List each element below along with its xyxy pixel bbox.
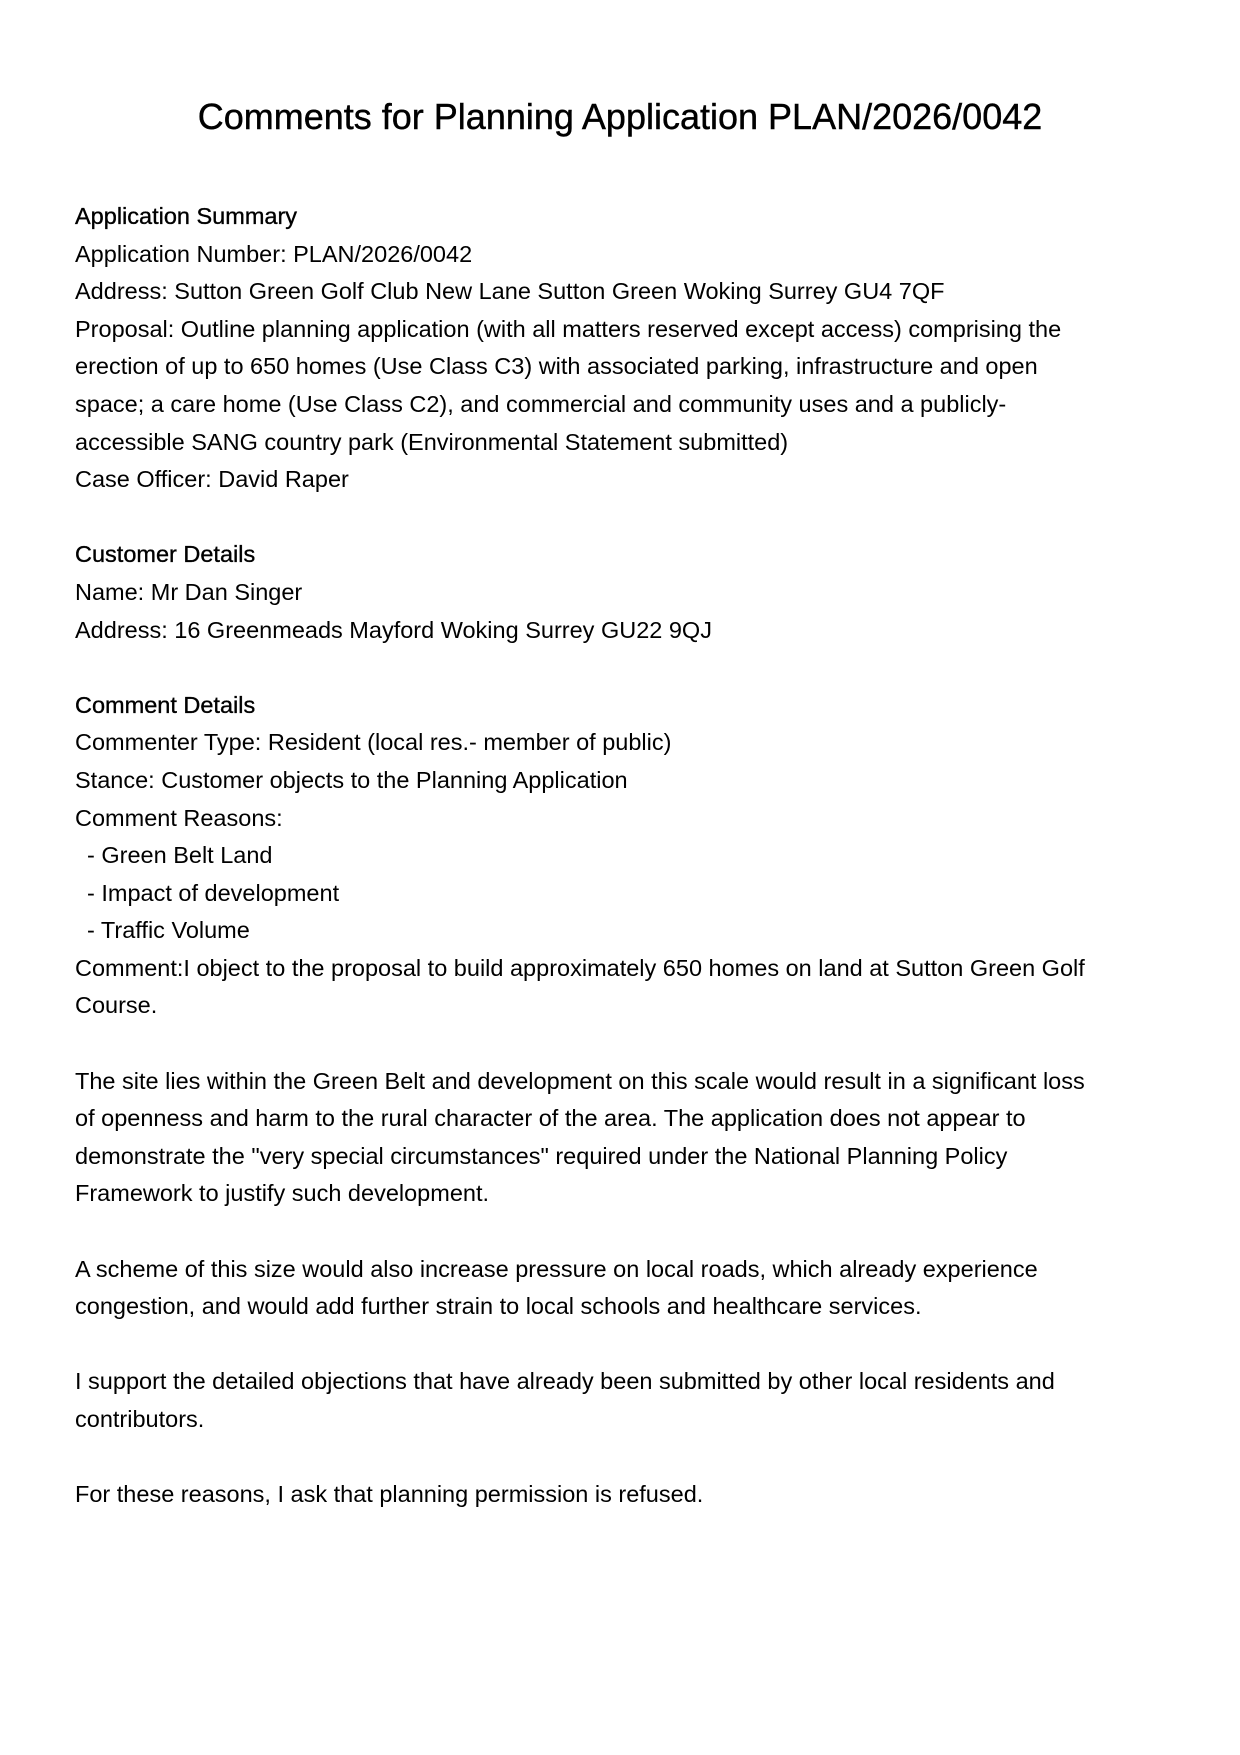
comment-reason-item: - Green Belt Land [87, 842, 273, 869]
comment-paragraph-line: A scheme of this size would also increase pressure on local roads, which already experience [75, 1255, 1038, 1282]
comment-text-line: Comment:I object to the proposal to build approximately 650 homes on land at Sutton Green Golf [75, 954, 1085, 981]
case-officer: Case Officer: David Raper [75, 466, 349, 493]
stance: Stance: Customer objects to the Planning Application [75, 766, 628, 793]
customer-address: Address: 16 Greenmeads Mayford Woking Surrey GU22 9QJ [75, 616, 712, 643]
customer-details-section [75, 536, 1175, 649]
page-title: Comments for Planning Application PLAN/2026/0042 [197, 96, 1043, 137]
spacer [75, 649, 1175, 687]
comment-reason-item: - Impact of development [87, 879, 340, 906]
document-body [75, 198, 1175, 1514]
customer-name: Name: Mr Dan Singer [75, 578, 303, 605]
comment-paragraph-line: For these reasons, I ask that planning permission is refused. [75, 1481, 704, 1508]
application-summary-heading: Application Summary [75, 203, 298, 229]
comment-reason-item: - Traffic Volume [87, 917, 250, 944]
comment-paragraph-line: of openness and harm to the rural character of the area. The application does not appear to [75, 1105, 1026, 1132]
spacer [75, 1025, 1175, 1063]
customer-details-heading: Customer Details [75, 541, 256, 568]
proposal-line: erection of up to 650 homes (Use Class C3) with associated parking, infrastructure and open [75, 353, 1038, 380]
comment-paragraph-line: I support the detailed objections that have already been submitted by other local residents and [75, 1368, 1055, 1395]
comment-paragraph-line: The site lies within the Green Belt and development on this scale would result in a significant loss [75, 1067, 1085, 1094]
comment-paragraph-line: congestion, and would add further strain to local schools and healthcare services. [75, 1293, 922, 1320]
proposal-line: accessible SANG country park (Environmental Statement submitted) [75, 428, 789, 455]
comment-details-heading: Comment Details [75, 691, 256, 718]
application-summary-section [75, 198, 1175, 499]
commenter-type: Commenter Type: Resident (local res.- member of public) [75, 729, 672, 756]
comment-paragraph-line: demonstrate the "very special circumstances" required under the National Planning Policy [75, 1142, 1008, 1169]
spacer [75, 499, 1175, 537]
application-address: Address: Sutton Green Golf Club New Lane Sutton Green Woking Surrey GU4 7QF [75, 278, 945, 305]
proposal-line: space; a care home (Use Class C2), and commercial and community uses and a publicly- [75, 390, 1007, 417]
comment-paragraph-line: Framework to justify such development. [75, 1180, 490, 1207]
comment-paragraph-line: contributors. [75, 1406, 205, 1432]
spacer [75, 1326, 1175, 1364]
proposal-line: Proposal: Outline planning application (with all matters reserved except access) comprising the [75, 315, 1062, 342]
comment-details-section [75, 687, 1175, 1514]
comment-reasons-label: Comment Reasons: [75, 804, 283, 831]
spacer [75, 1439, 1175, 1477]
spacer [75, 1213, 1175, 1251]
application-number: Application Number: PLAN/2026/0042 [75, 240, 473, 267]
comment-text-line: Course. [75, 992, 158, 1019]
